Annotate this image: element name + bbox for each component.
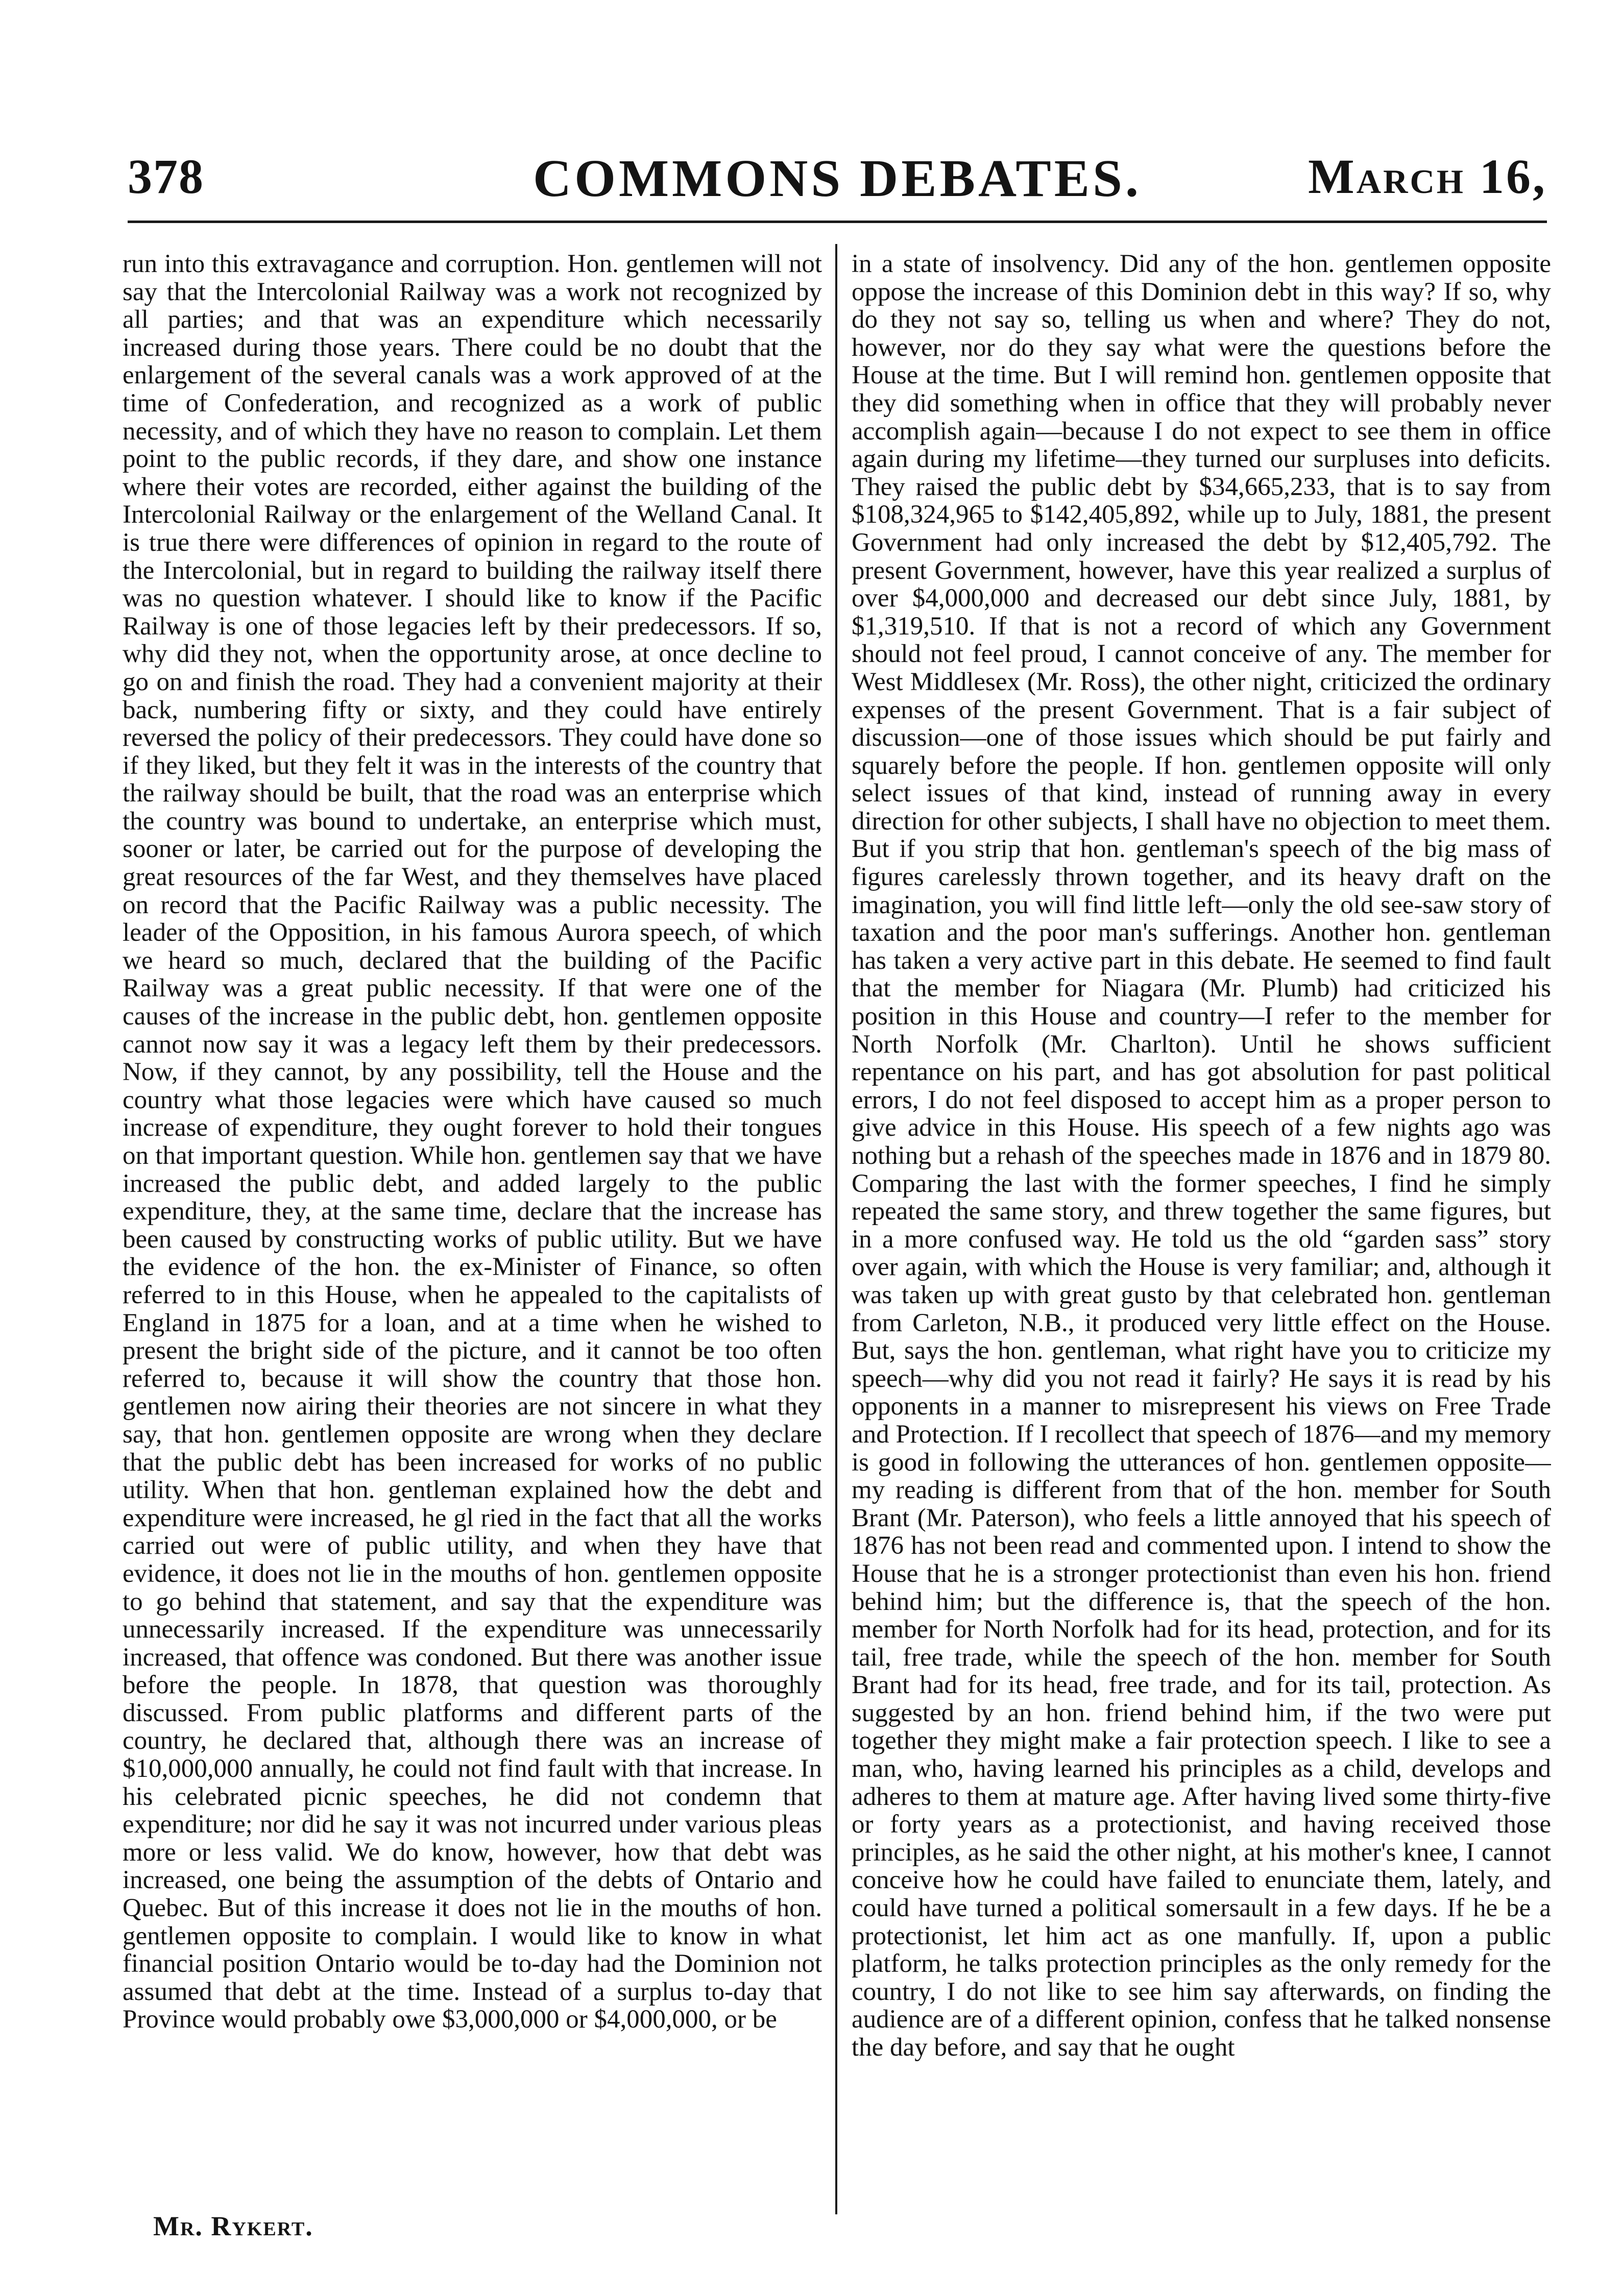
speaker-footer: Mr. Rykert. [153,2211,313,2241]
running-title: COMMONS DEBATES. [533,149,1142,208]
page-number: 378 [128,149,204,204]
header-date: March 16, [1308,149,1547,204]
header-rule [128,221,1547,223]
column-divider [835,244,837,2214]
page-header [128,138,1547,214]
left-column-text: run into this extravagance and corruption. Hon. gentlemen will not say that the Intercolonial Railway was a work not recognized by all parties; and that was an expenditure which necessarily increased during those years. There could be no doubt that the enlargement of the several canals was a work approved of at the time of Confederation, and recognized as a work of public necessity, and of which they have no reason to complain. Let them point to the public records, if they dare, and show one instance where their votes are recorded, either against the building of the Intercolonial Railway or the enlargement of the Welland Canal. It is true there were differences of opinion in regard to the route of the Intercolonial, but in regard to building the railway itself there was no question whatever. I should like to know if the Pacific Railway is one of those legacies left by their predecessors. If so, why did they not, when the opportunity arose, at once decline to go on and finish the road. They had a convenient majority at their back, numbering fifty or sixty, and they could have entirely reversed the policy of their predecessors. They could have done so if they liked, but they felt it was in the interests of the country that the railway should be built, that the road was an enterprise which the country was bound to undertake, an enterprise which must, sooner or later, be carried out for the purpose of developing the great resources of the far West, and they themselves have placed on record that the Pacific Railway was a public necessity. The leader of the Opposition, in his famous Aurora speech, of which we heard so much, declared that the building of the Pacific Railway was a great public necessity. If that were one of the causes of the increase in the public debt, hon. gentlemen opposite cannot now say it was a legacy left them by their predecessors. Now, if they cannot, by any possibility, tell the House and the country what those legacies were which have caused so much increase of expenditure, they ought forever to hold their tongues on that important question. While hon. gentlemen say that we have increased the public debt, and added largely to the public expenditure, they, at the same time, declare that the increase has been caused by constructing works of public utility. But we have the evidence of the hon. the ex-Minister of Finance, so often referred to in this House, when he appealed to the capitalists of England in 1875 for a loan, and at a time when he wished to present the bright side of the picture, and it cannot be too often referred to, because it will show the country that those hon. gentlemen now airing their theories are not sincere in what they say, that hon. gentlemen opposite are wrong when they declare that the public debt has been increased for works of no public utility. When that hon. gentleman explained how the debt and expenditure were increased, he gl ried in the fact that all the works carried out were of public utility, and when they have that evidence, it does not lie in the mouths of hon. gentlemen opposite to go behind that statement, and say that the expenditure was unnecessarily increased. If the expenditure was unnecessarily increased, that offence was condoned. But there was another issue before the people. In 1878, that question was thoroughly discussed. From public platforms and different parts of the country, he declared that, although there was an increase of $10,000,000 annually, he could not find fault with that increase. In his celebrated picnic speeches, he did not condemn that expenditure; nor did he say it was not incurred under various pleas more or less valid. We do know, however, how that debt was increased, one being the assumption of the debts of Ontario and Quebec. But of this increase it does not lie in the mouths of hon. gentlemen opposite to complain. I would like to know in what financial position Ontario would be to-day had the Dominion not assumed that debt at the time. Instead of a surplus to-day that Province would probably owe $3,000,000 or $4,000,000, or be [123,250,822,2034]
right-column-text: in a state of insolvency. Did any of the hon. gentlemen opposite oppose the increase of this Dominion debt in this way? If so, why do they not say so, telling us when and where? They do not, however, nor do they say what were the questions before the House at the time. But I will remind hon. gentlemen opposite that they did something when in office that they will probably never accomplish again—because I do not expect to see them in office again during my lifetime—they turned our surpluses into deficits. They raised the public debt by $34,665,233, that is to say from $108,324,965 to $142,405,892, while up to July, 1881, the present Government had only increased the debt by $12,405,792. The present Government, however, have this year realized a surplus of over $4,000,000 and decreased our debt since July, 1881, by $1,319,510. If that is not a record of which any Government should not feel proud, I cannot conceive of any. The member for West Middlesex (Mr. Ross), the other night, criticized the ordinary expenses of the present Government. That is a fair subject of discussion—one of those issues which should be put fairly and squarely before the people. If hon. gentlemen opposite will only select issues of that kind, instead of running away in every direction for other subjects, I shall have no objection to meet them. But if you strip that hon. gentleman's speech of the big mass of figures carelessly thrown together, and its heavy draft on the imagination, you will find little left—only the old see-saw story of taxation and the poor man's sufferings. Another hon. gentleman has taken a very active part in this debate. He seemed to find fault that the member for Niagara (Mr. Plumb) had criticized his position in this House and country—I refer to the member for North Norfolk (Mr. Charlton). Until he shows sufficient repentance on his part, and has got absolution for past political errors, I do not feel disposed to accept him as a proper person to give advice in this House. His speech of a few nights ago was nothing but a rehash of the speeches made in 1876 and in 1879 80. Comparing the last with the former speeches, I find he simply repeated the same story, and threw together the same figures, but in a more confused way. He told us the old “garden sass” story over again, with which the House is very familiar; and, although it was taken up with great gusto by that celebrated hon. gentleman from Carleton, N.B., it produced very little effect on the House. But, says the hon. gentleman, what right have you to criticize my speech—why did you not read it fairly? He says it is read by his opponents in a manner to misrepresent his views on Free Trade and Protection. If I recollect that speech of 1876—and my memory is good in following the utterances of hon. gentlemen opposite—my reading is different from that of the hon. member for South Brant (Mr. Paterson), who feels a little annoyed that his speech of 1876 has not been read and commented upon. I intend to show the House that he is a stronger protectionist than even his hon. friend behind him; but the difference is, that the speech of the hon. member for North Norfolk had for its head, protection, and for its tail, free trade, while the speech of the hon. member for South Brant had for its head, free trade, and for its tail, protection. As suggested by an hon. friend behind him, if the two were put together they might make a fair protection speech. I like to see a man, who, having learned his principles as a child, develops and adheres to them at mature age. After having lived some thirty-five or forty years as a protectionist, and having received those principles, as he said the other night, at his mother's knee, I cannot conceive how he could have failed to enunciate them, lately, and could have turned a political somersault in a few days. If he be a protectionist, let him act as one manfully. If, upon a public platform, he talks protection principles as the only remedy for the country, I do not like to see him say afterwards, on finding the audience are of a different opinion, confess that he talked nonsense the day before, and say that he ought [852,250,1551,2062]
left-column [123,250,822,2190]
right-column [852,250,1551,2190]
